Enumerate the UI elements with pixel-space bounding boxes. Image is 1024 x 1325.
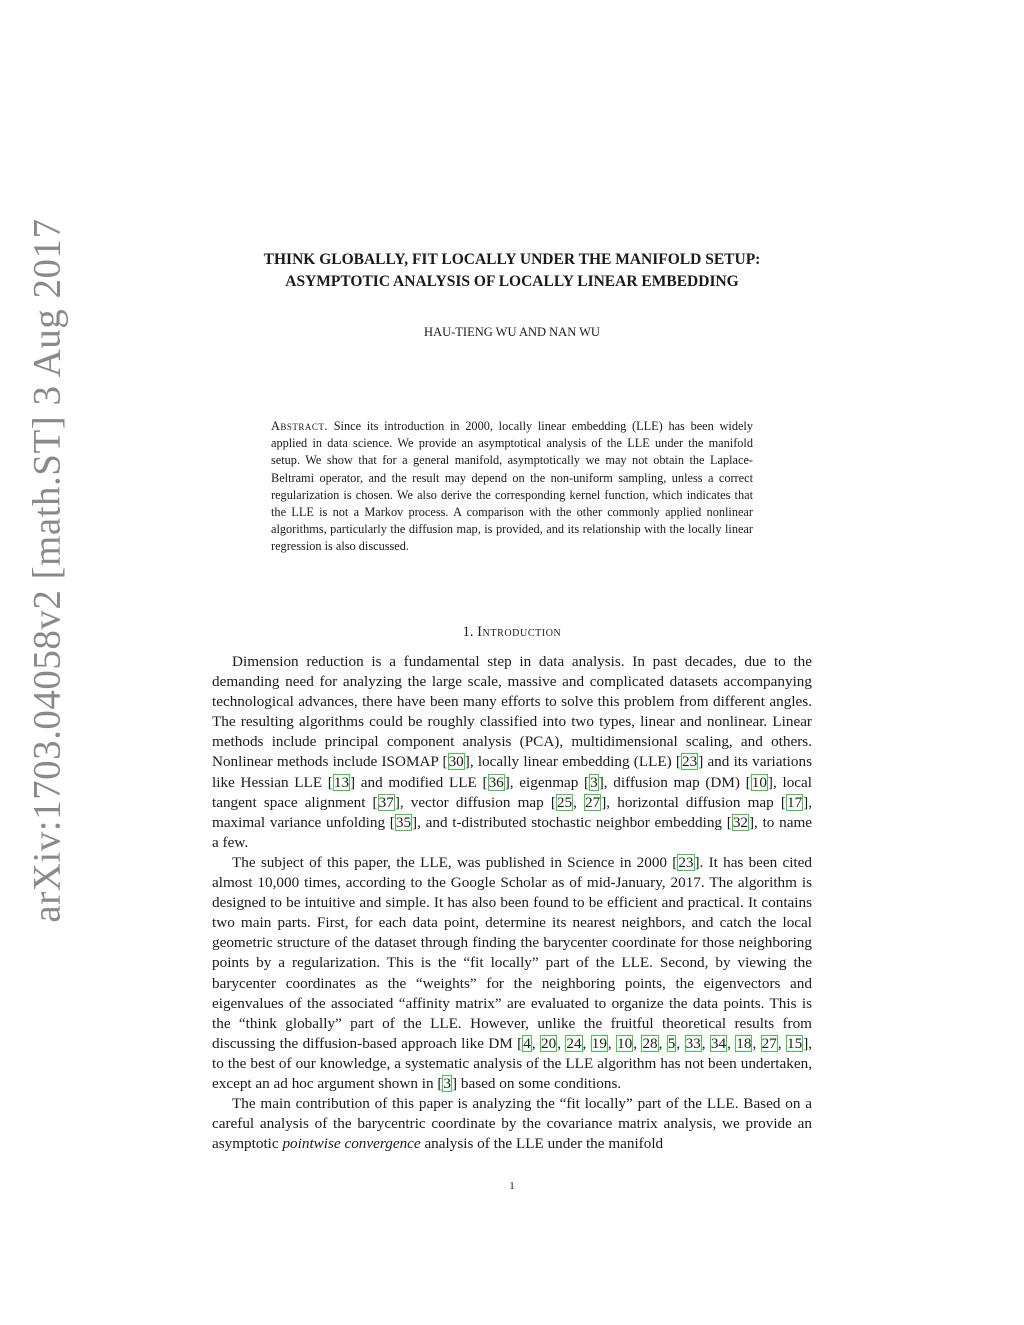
- section-number: 1.: [462, 624, 474, 640]
- text-run: The main contribution of this paper is analyzing the “fit locally” part of the LLE. Based on a careful analysis of the barycentric coordinate by the covariance matrix analysis, we provide an asymptotic: [212, 1095, 812, 1153]
- citation-link[interactable]: 24: [566, 1034, 582, 1052]
- section-heading: [150, 624, 874, 641]
- arxiv-identifier-stamp: [12, 120, 82, 1020]
- text-run: ], maximal variance unfolding [: [212, 793, 813, 831]
- section-title: Introduction: [477, 624, 562, 640]
- text-run: ], to name a few.: [212, 813, 812, 851]
- citation-link[interactable]: 3: [443, 1074, 452, 1092]
- citation-link[interactable]: 23: [682, 753, 698, 771]
- page-number: 1: [509, 1180, 515, 1192]
- authors: HAU-TIENG WU AND NAN WU: [424, 325, 600, 339]
- citation-link[interactable]: 13: [333, 773, 350, 791]
- citation-link[interactable]: 10: [617, 1034, 633, 1052]
- paper-title: [150, 249, 874, 293]
- text-run: ], diffusion map (DM) [: [598, 773, 751, 791]
- citation-link[interactable]: 17: [786, 793, 803, 811]
- abstract: [271, 418, 753, 556]
- text-run: ,: [582, 1034, 591, 1052]
- text-run: Dimension reduction is a fundamental step in data analysis. In past decades, due to the demanding need for analyzing the large scale, massive and complicated datasets accompanying technological advances, there have been many efforts to solve this problem from different angles. The resulting algorithms could be roughly classified into two types, linear and nonlinear. Linear methods include principal component analysis (PCA), multidimensional scaling, and others. Nonlinear methods include ISOMAP [: [212, 653, 812, 771]
- text-run: ] and modified LLE [: [350, 773, 488, 791]
- body-text: [212, 652, 812, 1154]
- text-run: ,: [573, 793, 585, 811]
- text-run: ], and t-distributed stochastic neighbor embedding [: [412, 813, 732, 831]
- citation-link[interactable]: 36: [488, 773, 504, 791]
- citation-link[interactable]: 3: [590, 773, 598, 791]
- emphasis: pointwise convergence: [282, 1135, 421, 1153]
- citation-link[interactable]: 35: [395, 813, 412, 831]
- text-run: ,: [658, 1034, 667, 1052]
- text-run: ] based on some conditions.: [452, 1074, 622, 1092]
- text-run: ] and its variations like Hessian LLE [: [212, 753, 813, 791]
- text-run: ,: [557, 1034, 566, 1052]
- citation-link[interactable]: 33: [685, 1034, 701, 1052]
- citation-link[interactable]: 25: [556, 793, 573, 811]
- text-run: ], to the best of our knowledge, a systematic analysis of the LLE algorithm has not been undertaken, except an ad hoc argument shown in [: [212, 1034, 813, 1092]
- citation-link[interactable]: 27: [585, 793, 601, 811]
- text-run: ,: [777, 1034, 786, 1052]
- citation-link[interactable]: 30: [448, 753, 464, 771]
- paragraph-2: [212, 853, 812, 1094]
- citation-link[interactable]: 18: [736, 1034, 752, 1052]
- title-line-1: THINK GLOBALLY, FIT LOCALLY UNDER THE MANIFOLD SETUP:: [263, 251, 761, 268]
- title-line-2: ASYMPTOTIC ANALYSIS OF LOCALLY LINEAR EMBEDDING: [285, 273, 739, 290]
- text-run: ,: [531, 1034, 540, 1052]
- paragraph-1: [212, 652, 812, 853]
- text-run: ,: [727, 1034, 736, 1052]
- citation-link[interactable]: 5: [667, 1034, 676, 1052]
- citation-link[interactable]: 15: [787, 1034, 803, 1052]
- text-run: ], eigenmap [: [504, 773, 590, 791]
- citation-link[interactable]: 4: [523, 1034, 531, 1052]
- citation-link[interactable]: 19: [591, 1034, 607, 1052]
- text-run: ,: [607, 1034, 617, 1052]
- text-run: ], local tangent space alignment [: [212, 773, 812, 811]
- text-run: ], horizontal diffusion map [: [601, 793, 786, 811]
- citation-link[interactable]: 27: [761, 1034, 777, 1052]
- text-run: ]. It has been cited almost 10,000 times, according to the Google Scholar as of mid-January, 2017. The algorithm is designed to be intuitive and simple. It has also been found to be efficient and practical. It contains two main parts. First, for each data point, determine its nearest neighbors, and catch the local geometric structure of the dataset through finding the barycenter coordinate for those neighboring points by a regularization. This is the “fit locally” part of the LLE. Second, by viewing the barycenter coordinates as the “weights” for the neighboring points, the eigenvectors and eigenvalues of the associated “affinity matrix” are evaluated to organize the data points. This is the “think globally” part of the LLE. However, unlike the fruitful theoretical results from discussing the diffusion-based approach like DM [: [212, 853, 812, 1052]
- citation-link[interactable]: 37: [378, 793, 394, 811]
- citation-link[interactable]: 28: [642, 1034, 658, 1052]
- text-run: ], locally linear embedding (LLE) [: [464, 753, 681, 771]
- text-run: ], vector diffusion map [: [394, 793, 556, 811]
- text-run: The subject of this paper, the LLE, was published in Science in 2000 [: [232, 853, 678, 871]
- citation-link[interactable]: 20: [541, 1034, 557, 1052]
- text-run: ,: [701, 1034, 710, 1052]
- text-run: ,: [752, 1034, 761, 1052]
- citation-link[interactable]: 32: [732, 813, 748, 831]
- abstract-label: Abstract.: [271, 419, 328, 433]
- arxiv-stamp-text: arXiv:1703.04058v2 [math.ST] 3 Aug 2017: [25, 217, 69, 923]
- citation-link[interactable]: 23: [678, 853, 694, 871]
- citation-link[interactable]: 10: [751, 773, 767, 791]
- text-run: analysis of the LLE under the manifold: [420, 1135, 664, 1153]
- paragraph-3: [212, 1094, 812, 1154]
- abstract-text: Since its introduction in 2000, locally linear embedding (LLE) has been widely applied in data science. We provide an asymptotical analysis of the LLE under the manifold setup. We show that for a general manifold, asymptotically we may not obtain the Laplace-Beltrami operator, and the result may depend on the non-uniform sampling, unless a correct regularization is chosen. We also derive the corresponding kernel function, which indicates that the LLE is not a Markov process. A comparison with the other commonly applied nonlinear algorithms, particularly the diffusion map, is provided, and its relationship with the locally linear regression is also discussed.: [271, 419, 753, 554]
- text-run: ,: [676, 1034, 685, 1052]
- citation-link[interactable]: 34: [710, 1034, 727, 1052]
- text-run: ,: [633, 1034, 642, 1052]
